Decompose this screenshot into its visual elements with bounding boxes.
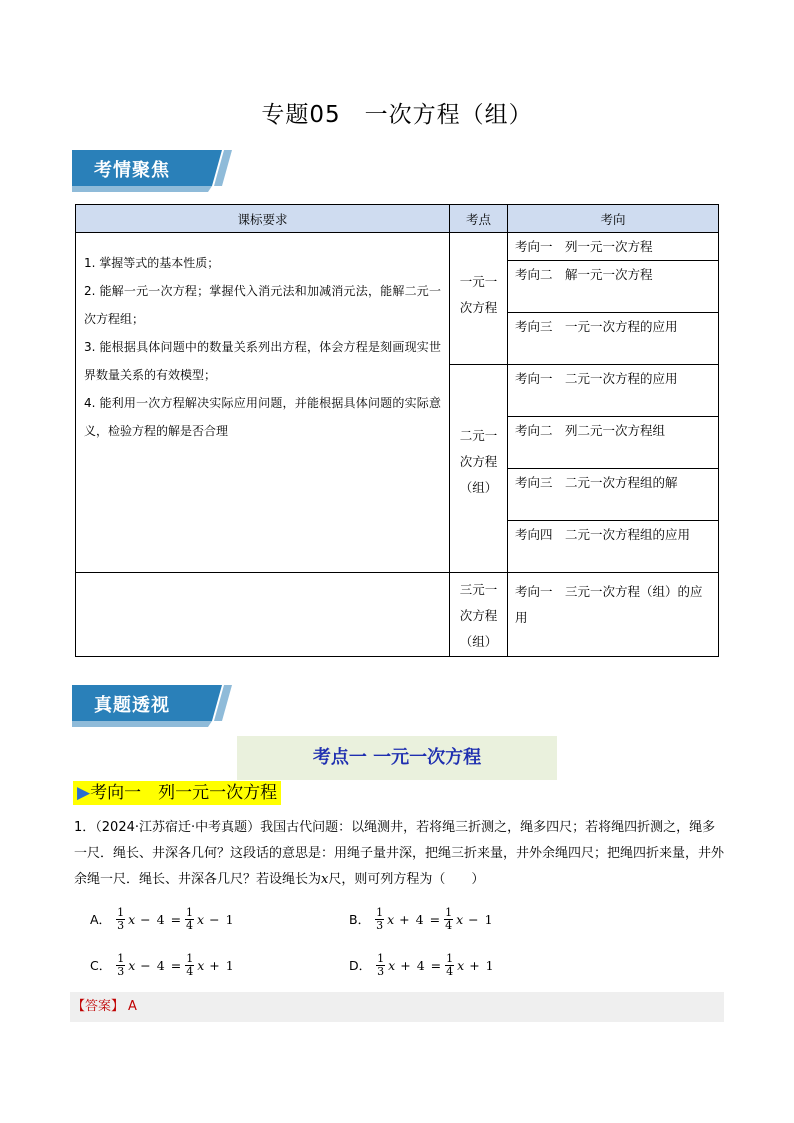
direction-cell: 考向一 列一元一次方程 [508, 233, 719, 261]
constant: 4 [416, 957, 425, 973]
kp-line: 二元一 [459, 428, 498, 443]
option-b[interactable] [349, 902, 496, 936]
option-letter: A． [90, 912, 112, 927]
document-title: 专题05 一次方程（组） [261, 102, 533, 128]
knowledge-point-title: 考点一 一元一次方程 [237, 736, 557, 780]
knowledge-point-cell [450, 573, 508, 657]
knowledge-point-cell [450, 233, 508, 365]
constant: 4 [156, 957, 165, 973]
constant: 4 [156, 911, 165, 927]
constant: 4 [415, 911, 424, 927]
direction-cell: 考向二 解一元一次方程 [508, 261, 719, 313]
constant: 1 [225, 957, 234, 973]
fraction-denominator: 4 [446, 964, 454, 978]
fraction-denominator: 4 [186, 964, 194, 978]
requirement-item: 2. 能解一元一次方程；掌握代入消元法和加减消元法，能解二元一次方程组； [84, 284, 441, 326]
fraction-numerator: 1 [446, 951, 454, 965]
option-d[interactable] [349, 948, 497, 982]
requirement-item: 4. 能利用一次方程解决实际应用问题，并能根据具体问题的实际意义，检验方程的解是否合理 [84, 396, 441, 438]
table-header: 考向 [508, 205, 719, 233]
fraction [376, 953, 385, 978]
fraction-numerator: 1 [186, 951, 194, 965]
direction-cell: 考向三 一元一次方程的应用 [508, 313, 719, 365]
question-variable: x [321, 872, 329, 887]
option-equation [115, 953, 236, 978]
kp-line: （组） [459, 480, 498, 495]
question-1 [74, 815, 724, 893]
section-banner-real [72, 683, 232, 727]
fraction [116, 907, 125, 932]
operator: − [140, 957, 151, 973]
fraction-denominator: 3 [376, 918, 384, 932]
kp-line: 三元一 [459, 582, 498, 597]
kp-line: 次方程 [459, 454, 498, 469]
question-number: 1． [74, 820, 96, 835]
variable: x [457, 957, 465, 973]
section-banner-label: 考情聚焦 [94, 160, 170, 181]
option-letter: C． [90, 958, 112, 973]
question-text-end: 尺，则可列方程为（ ） [328, 872, 485, 887]
requirement-item: 3. 能根据具体问题中的数量关系列出方程，体会方程是刻画现实世界数量关系的有效模型； [84, 340, 441, 382]
direction-heading-text: 考向一 列一元一次方程 [90, 783, 278, 803]
operator: − [468, 911, 479, 927]
variable: x [128, 957, 136, 973]
operator: + [399, 911, 410, 927]
fraction-denominator: 3 [117, 918, 125, 932]
option-equation [375, 953, 496, 978]
table-header: 考点 [450, 205, 508, 233]
exam-focus-table [75, 204, 719, 657]
fraction-numerator: 1 [186, 905, 194, 919]
equals-sign: = [170, 911, 182, 927]
fraction [185, 953, 194, 978]
kp-line: （组） [459, 634, 498, 649]
answer-tag: 【答案】 [72, 999, 125, 1014]
direction-cell: 考向一 三元一次方程（组）的应用 [508, 573, 719, 657]
fraction-denominator: 4 [445, 918, 453, 932]
constant: 1 [484, 911, 493, 927]
kp-line: 一元一 [459, 274, 498, 289]
triangle-icon: ▶ [77, 783, 91, 803]
requirements-cell-tail [76, 573, 450, 657]
variable: x [388, 957, 396, 973]
fraction [375, 907, 384, 932]
section-banner-focus [72, 148, 232, 192]
direction-heading [73, 781, 281, 805]
variable: x [128, 911, 136, 927]
option-letter: D． [349, 958, 372, 973]
operator: + [209, 957, 220, 973]
option-equation [115, 907, 236, 932]
kp-line: 次方程 [459, 300, 498, 315]
answer-value: A [128, 999, 137, 1014]
constant: 1 [225, 911, 234, 927]
direction-cell: 考向四 二元一次方程组的应用 [508, 521, 719, 573]
equals-sign: = [429, 911, 441, 927]
fraction-numerator: 1 [117, 905, 125, 919]
fraction [185, 907, 194, 932]
requirement-item: 1. 掌握等式的基本性质； [84, 256, 220, 270]
requirements-cell [76, 233, 450, 573]
option-letter: B． [349, 912, 371, 927]
fraction-numerator: 1 [377, 951, 385, 965]
fraction [444, 907, 453, 932]
fraction [445, 953, 454, 978]
fraction-numerator: 1 [445, 905, 453, 919]
operator: + [469, 957, 480, 973]
fraction-denominator: 3 [377, 964, 385, 978]
operator: − [140, 911, 151, 927]
fraction-numerator: 1 [376, 905, 384, 919]
section-banner-label: 真题透视 [94, 695, 170, 716]
question-text: 我国古代问题：以绳测井，若将绳三折测之，绳多四尺；若将绳四折测之，绳多一尺．绳长、井深各几何？这段话的意思是：用绳子量井深，把绳三折来量，井外余绳四尺；把绳四折来量，井外余绳一尺．绳长、井深各几尺？若设绳长为 [74, 820, 725, 887]
fraction-denominator: 3 [117, 964, 125, 978]
operator: + [400, 957, 411, 973]
variable: x [197, 911, 205, 927]
fraction [116, 953, 125, 978]
option-c[interactable] [90, 948, 237, 982]
equals-sign: = [430, 957, 442, 973]
fraction-numerator: 1 [117, 951, 125, 965]
equals-sign: = [170, 957, 182, 973]
operator: − [209, 911, 220, 927]
option-a[interactable] [90, 902, 237, 936]
direction-cell: 考向一 二元一次方程的应用 [508, 365, 719, 417]
direction-cell: 考向二 列二元一次方程组 [508, 417, 719, 469]
table-header: 课标要求 [76, 205, 450, 233]
kp-line: 次方程 [459, 608, 498, 623]
variable: x [456, 911, 464, 927]
answer-bar [70, 992, 724, 1022]
constant: 1 [485, 957, 494, 973]
direction-cell: 考向三 二元一次方程组的解 [508, 469, 719, 521]
question-source: （2024·江苏宿迁·中考真题） [95, 820, 261, 835]
option-equation [374, 907, 495, 932]
fraction-denominator: 4 [186, 918, 194, 932]
variable: x [387, 911, 395, 927]
knowledge-point-cell [450, 365, 508, 573]
variable: x [197, 957, 205, 973]
